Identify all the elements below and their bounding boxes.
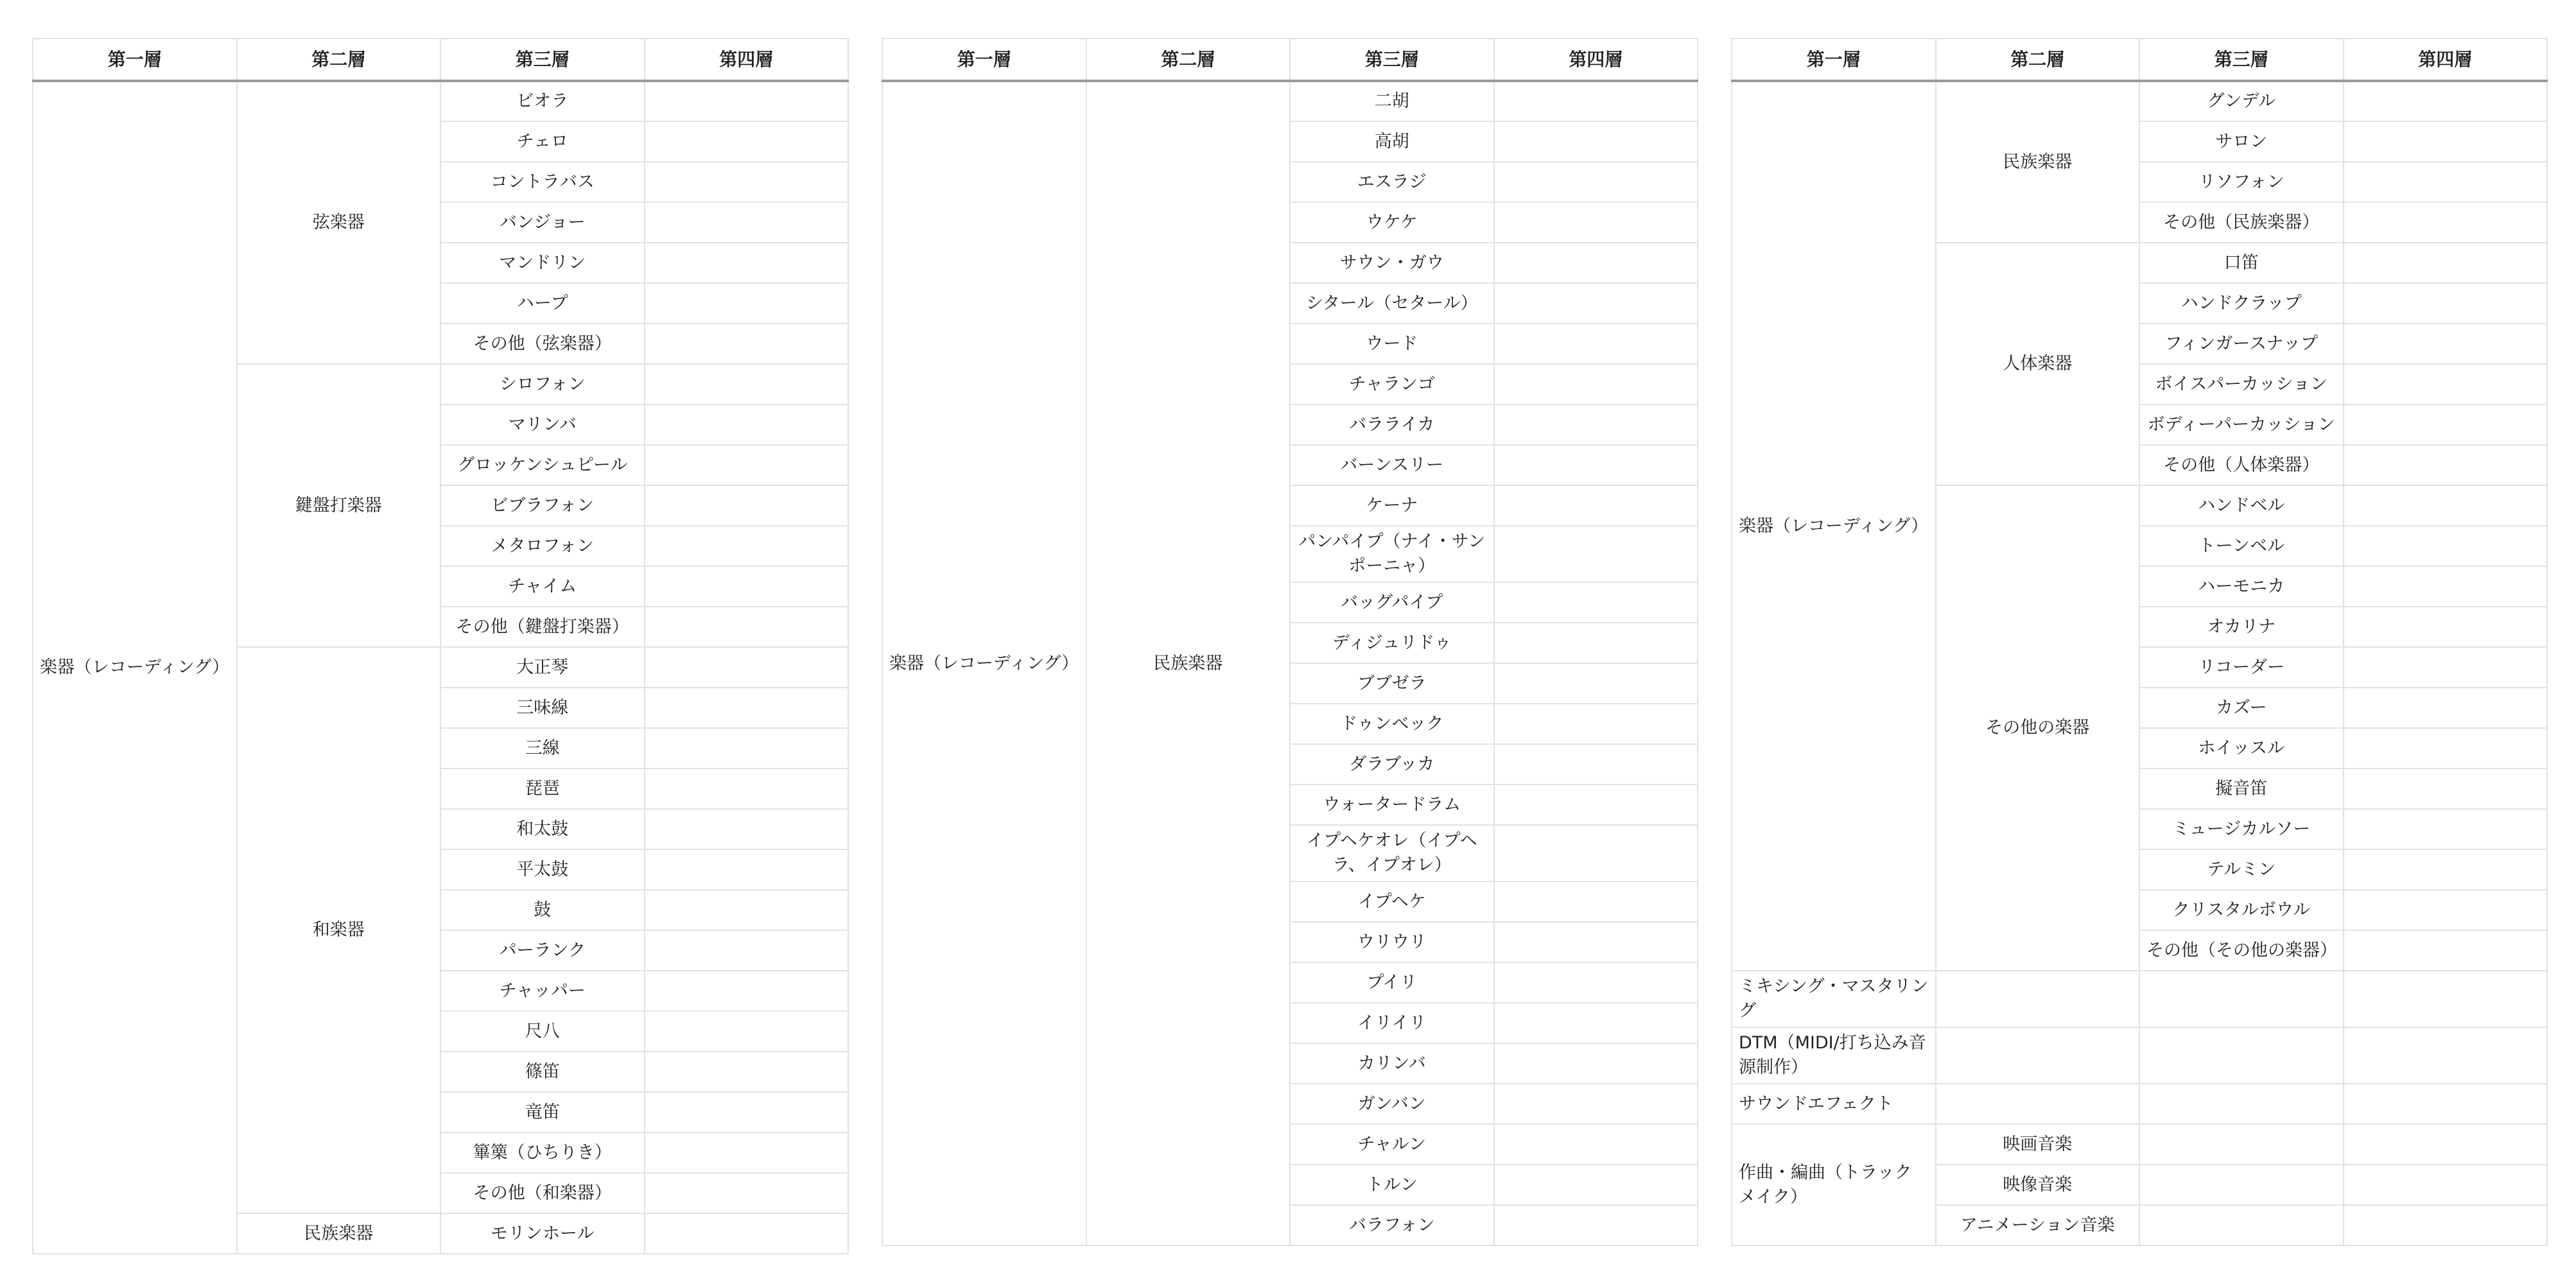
level-4-cell <box>1494 202 1698 243</box>
level-3-cell: ハーモニカ <box>2139 566 2344 607</box>
level-4-cell <box>2344 930 2548 971</box>
level-4-cell <box>2344 1084 2548 1124</box>
level-4-cell <box>645 768 849 809</box>
level-4-cell <box>2344 1027 2548 1084</box>
level-3-cell: カズー <box>2139 688 2344 728</box>
level-3-cell: その他（和楽器） <box>440 1173 645 1213</box>
level-4-cell <box>1494 283 1698 324</box>
level-4-cell <box>1494 324 1698 364</box>
level-3-cell: クリスタルボウル <box>2139 890 2344 930</box>
level-3-cell: 高胡 <box>1290 121 1494 162</box>
level-4-cell <box>645 485 849 526</box>
level-4-cell <box>645 566 849 607</box>
header-level-4: 第四層 <box>1494 39 1698 81</box>
level-3-cell: ディジュリドゥ <box>1290 623 1494 663</box>
header-level-2: 第二層 <box>1086 39 1291 81</box>
level-4-cell <box>645 809 849 849</box>
header-level-3: 第三層 <box>2139 39 2344 81</box>
level-4-cell <box>645 930 849 971</box>
level-4-cell <box>645 1173 849 1213</box>
level-4-cell <box>1494 162 1698 202</box>
level-4-cell <box>1494 526 1698 582</box>
level-3-cell: シロフォン <box>440 364 645 404</box>
level-3-cell: リコーダー <box>2139 647 2344 688</box>
table-row <box>1732 81 2547 121</box>
level-4-cell <box>645 849 849 890</box>
level-4-cell <box>2344 1165 2548 1205</box>
level-4-cell <box>1494 582 1698 623</box>
level-4-cell <box>645 607 849 647</box>
level-4-cell <box>1494 81 1698 121</box>
header-level-1: 第一層 <box>1732 39 1936 81</box>
level-1-cell: 楽器（レコーディング） <box>1732 81 1936 971</box>
level-3-cell: ケーナ <box>1290 485 1494 526</box>
level-3-cell: ウォータードラム <box>1290 785 1494 825</box>
table-row <box>33 81 848 121</box>
level-4-cell <box>1494 744 1698 785</box>
table-row <box>1732 971 2547 1027</box>
level-3-cell: 口笛 <box>2139 243 2344 283</box>
level-3-cell: バーンスリー <box>1290 445 1494 485</box>
level-4-cell <box>2344 1205 2548 1245</box>
level-4-cell <box>1494 1124 1698 1165</box>
level-3-cell: ダラブッカ <box>1290 744 1494 785</box>
level-4-cell <box>1494 445 1698 485</box>
level-4-cell <box>1494 825 1698 881</box>
level-3-cell: 二胡 <box>1290 81 1494 121</box>
level-2-cell: 民族楽器 <box>1936 81 2140 243</box>
level-3-cell: ウリウリ <box>1290 922 1494 962</box>
level-4-cell <box>1494 881 1698 922</box>
level-3-cell: ブブゼラ <box>1290 663 1494 704</box>
level-4-cell <box>645 1092 849 1132</box>
level-3-cell: モリンホール <box>440 1213 645 1254</box>
level-4-cell <box>2344 81 2548 121</box>
level-1-cell: 楽器（レコーディング） <box>33 81 237 1254</box>
level-4-cell <box>2344 971 2548 1027</box>
level-4-cell <box>645 404 849 445</box>
table-body <box>1732 81 2547 1245</box>
level-3-cell: 三味線 <box>440 688 645 728</box>
level-4-cell <box>645 1011 849 1052</box>
level-1-cell: サウンドエフェクト <box>1732 1084 1936 1124</box>
level-3-cell: ガンバン <box>1290 1084 1494 1124</box>
level-4-cell <box>2344 809 2548 849</box>
level-3-cell: 尺八 <box>440 1011 645 1052</box>
level-3-cell: プイリ <box>1290 962 1494 1003</box>
header-level-4: 第四層 <box>645 39 849 81</box>
category-table-1 <box>32 38 849 1254</box>
level-3-cell: その他（その他の楽器） <box>2139 930 2344 971</box>
level-4-cell <box>2344 162 2548 202</box>
level-4-cell <box>2344 364 2548 404</box>
level-2-cell: 和楽器 <box>237 647 441 1213</box>
level-3-cell: ハープ <box>440 283 645 324</box>
level-1-cell: 作曲・編曲（トラックメイク） <box>1732 1124 1936 1245</box>
level-4-cell <box>645 526 849 566</box>
level-3-cell: バラライカ <box>1290 404 1494 445</box>
level-3-cell: ミュージカルソー <box>2139 809 2344 849</box>
level-4-cell <box>2344 890 2548 930</box>
level-4-cell <box>645 364 849 404</box>
level-4-cell <box>2344 445 2548 485</box>
level-3-cell: リソフォン <box>2139 162 2344 202</box>
level-4-cell <box>2344 243 2548 283</box>
level-4-cell <box>645 121 849 162</box>
level-3-cell: イリイリ <box>1290 1003 1494 1043</box>
level-4-cell <box>1494 922 1698 962</box>
level-3-cell: その他（民族楽器） <box>2139 202 2344 243</box>
level-4-cell <box>2344 566 2548 607</box>
level-4-cell <box>1494 243 1698 283</box>
level-3-cell: パーランク <box>440 930 645 971</box>
level-3-cell: イプヘケオレ（イプヘラ、イプオレ） <box>1290 825 1494 881</box>
level-3-cell: バンジョー <box>440 202 645 243</box>
level-4-cell <box>2344 526 2548 566</box>
table-body <box>33 81 848 1254</box>
level-2-cell: 鍵盤打楽器 <box>237 364 441 647</box>
level-3-cell: カリンバ <box>1290 1043 1494 1084</box>
level-4-cell <box>1494 704 1698 744</box>
level-3-cell: チャッパー <box>440 971 645 1011</box>
level-4-cell <box>2344 647 2548 688</box>
level-3-cell: サウン・ガウ <box>1290 243 1494 283</box>
table-row <box>882 81 1698 121</box>
header-level-1: 第一層 <box>882 39 1086 81</box>
level-3-cell: ビオラ <box>440 81 645 121</box>
level-3-cell: 大正琴 <box>440 647 645 688</box>
level-4-cell <box>645 162 849 202</box>
level-4-cell <box>645 1213 849 1254</box>
level-4-cell <box>645 688 849 728</box>
level-3-cell: フィンガースナップ <box>2139 324 2344 364</box>
level-3-cell: その他（人体楽器） <box>2139 445 2344 485</box>
level-3-cell: バッグパイプ <box>1290 582 1494 623</box>
level-3-cell: ビブラフォン <box>440 485 645 526</box>
level-3-cell: ボディーパーカッション <box>2139 404 2344 445</box>
level-2-cell: 人体楽器 <box>1936 243 2140 485</box>
level-3-cell: トーンベル <box>2139 526 2344 566</box>
level-4-cell <box>1494 121 1698 162</box>
level-4-cell <box>645 728 849 768</box>
header-level-3: 第三層 <box>440 39 645 81</box>
level-4-cell <box>2344 404 2548 445</box>
category-table-3 <box>1731 38 2548 1246</box>
level-2-cell <box>1936 1027 2140 1084</box>
level-4-cell <box>1494 364 1698 404</box>
level-4-cell <box>645 1052 849 1092</box>
level-3-cell: マンドリン <box>440 243 645 283</box>
level-2-cell <box>1936 971 2140 1027</box>
header-row <box>882 39 1698 81</box>
level-4-cell <box>645 324 849 364</box>
level-3-cell: その他（弦楽器） <box>440 324 645 364</box>
level-2-cell: 映像音楽 <box>1936 1165 2140 1205</box>
level-3-cell: 琵琶 <box>440 768 645 809</box>
level-4-cell <box>645 1132 849 1173</box>
level-4-cell <box>1494 962 1698 1003</box>
category-table-2 <box>882 38 1698 1246</box>
level-1-cell: 楽器（レコーディング） <box>882 81 1086 1245</box>
level-3-cell: チェロ <box>440 121 645 162</box>
header-level-4: 第四層 <box>2344 39 2548 81</box>
level-3-cell <box>2139 1165 2344 1205</box>
level-1-cell: DTM（MIDI/打ち込み音源制作） <box>1732 1027 1936 1084</box>
level-3-cell: その他（鍵盤打楽器） <box>440 607 645 647</box>
level-4-cell <box>645 647 849 688</box>
level-4-cell <box>645 202 849 243</box>
level-4-cell <box>1494 1205 1698 1245</box>
level-3-cell: ホイッスル <box>2139 728 2344 768</box>
level-3-cell: ハンドベル <box>2139 485 2344 526</box>
header-row <box>1732 39 2547 81</box>
level-4-cell <box>2344 688 2548 728</box>
level-3-cell: ボイスパーカッション <box>2139 364 2344 404</box>
level-3-cell: マリンバ <box>440 404 645 445</box>
level-4-cell <box>2344 1124 2548 1165</box>
level-3-cell <box>2139 1027 2344 1084</box>
level-3-cell <box>2139 1124 2344 1165</box>
level-2-cell: 弦楽器 <box>237 81 441 364</box>
level-4-cell <box>2344 485 2548 526</box>
level-4-cell <box>1494 1043 1698 1084</box>
level-4-cell <box>1494 404 1698 445</box>
level-3-cell: 和太鼓 <box>440 809 645 849</box>
table-row <box>1732 1027 2547 1084</box>
level-4-cell <box>645 445 849 485</box>
level-4-cell <box>1494 623 1698 663</box>
table-body <box>882 81 1698 1245</box>
level-2-cell: 民族楽器 <box>1086 81 1291 1245</box>
header-level-2: 第二層 <box>1936 39 2140 81</box>
level-4-cell <box>645 890 849 930</box>
header-level-3: 第三層 <box>1290 39 1494 81</box>
header-level-1: 第一層 <box>33 39 237 81</box>
level-2-cell: 映画音楽 <box>1936 1124 2140 1165</box>
level-4-cell <box>1494 785 1698 825</box>
level-3-cell <box>2139 1084 2344 1124</box>
table-row <box>1732 1084 2547 1124</box>
level-3-cell: 篳篥（ひちりき） <box>440 1132 645 1173</box>
level-3-cell: テルミン <box>2139 849 2344 890</box>
level-3-cell: トルン <box>1290 1165 1494 1205</box>
level-4-cell <box>1494 1003 1698 1043</box>
level-3-cell: グロッケンシュピール <box>440 445 645 485</box>
level-3-cell: 鼓 <box>440 890 645 930</box>
level-3-cell: ハンドクラップ <box>2139 283 2344 324</box>
level-3-cell: グンデル <box>2139 81 2344 121</box>
level-4-cell <box>2344 283 2548 324</box>
level-2-cell <box>1936 1084 2140 1124</box>
level-2-cell: 民族楽器 <box>237 1213 441 1254</box>
header-row <box>33 39 848 81</box>
level-4-cell <box>645 971 849 1011</box>
level-3-cell: メタロフォン <box>440 526 645 566</box>
level-3-cell: オカリナ <box>2139 607 2344 647</box>
level-3-cell: コントラバス <box>440 162 645 202</box>
level-1-cell: ミキシング・マスタリング <box>1732 971 1936 1027</box>
level-3-cell: 平太鼓 <box>440 849 645 890</box>
level-3-cell: サロン <box>2139 121 2344 162</box>
level-3-cell: エスラジ <box>1290 162 1494 202</box>
level-3-cell: チャイム <box>440 566 645 607</box>
level-3-cell: 篠笛 <box>440 1052 645 1092</box>
level-4-cell <box>2344 324 2548 364</box>
table-row <box>1732 1124 2547 1165</box>
level-3-cell: チャルン <box>1290 1124 1494 1165</box>
level-3-cell: ウード <box>1290 324 1494 364</box>
level-3-cell <box>2139 1205 2344 1245</box>
level-4-cell <box>2344 202 2548 243</box>
level-3-cell <box>2139 971 2344 1027</box>
level-2-cell: アニメーション音楽 <box>1936 1205 2140 1245</box>
level-4-cell <box>1494 1165 1698 1205</box>
level-4-cell <box>645 283 849 324</box>
level-3-cell: 竜笛 <box>440 1092 645 1132</box>
level-3-cell: ウケケ <box>1290 202 1494 243</box>
level-3-cell: 擬音笛 <box>2139 768 2344 809</box>
level-4-cell <box>2344 121 2548 162</box>
level-4-cell <box>1494 663 1698 704</box>
level-3-cell: パンパイプ（ナイ・サンポーニャ） <box>1290 526 1494 582</box>
level-3-cell: 三線 <box>440 728 645 768</box>
header-level-2: 第二層 <box>237 39 441 81</box>
level-4-cell <box>2344 849 2548 890</box>
level-3-cell: シタール（セタール） <box>1290 283 1494 324</box>
level-3-cell: チャランゴ <box>1290 364 1494 404</box>
level-4-cell <box>1494 485 1698 526</box>
level-2-cell: その他の楽器 <box>1936 485 2140 971</box>
level-3-cell: ドゥンベック <box>1290 704 1494 744</box>
level-3-cell: イプヘケ <box>1290 881 1494 922</box>
level-4-cell <box>1494 1084 1698 1124</box>
level-4-cell <box>645 81 849 121</box>
level-4-cell <box>645 243 849 283</box>
level-4-cell <box>2344 728 2548 768</box>
level-4-cell <box>2344 768 2548 809</box>
level-4-cell <box>2344 607 2548 647</box>
level-3-cell: バラフォン <box>1290 1205 1494 1245</box>
